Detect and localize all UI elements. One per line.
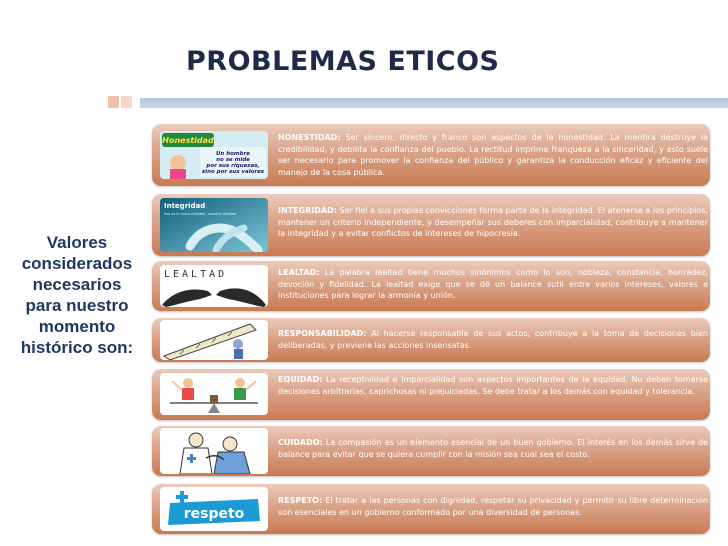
card-equidad bbox=[152, 369, 710, 420]
card-heading: LEALTAD: bbox=[278, 268, 320, 277]
card-body: El tratar a las personas con dignidad, respetar su privacidad y permitir su libre determinación son esenciales en un gobierno conformado por una diversidad de personas. bbox=[278, 496, 708, 517]
card-body: Ser sincero, directo y franco son aspectos de la honestidad. La mentira destruye la credibilidad, y debilita la confianza del pueblo. La rectitud imprime franqueza a la sinceridad, y esto suele ser necesario para promover la confianza del público y garantiza la conducción eficaz y eficiente del manejo de la cosa pública. bbox=[278, 133, 709, 177]
svg-text:por sus riquezas,: por sus riquezas, bbox=[206, 163, 260, 169]
svg-text:Un hombre: Un hombre bbox=[215, 151, 251, 157]
integridad-image bbox=[160, 198, 268, 252]
card-body: Ser fiel a sus propias convicciones forma parte de la integridad. El atenerse a los principios, mantener un criterio independiente, y desempeñar sus deberes con imparcialidad, contribuye a mantener la integridad y a evitar conflictos de intereses de hipocresía. bbox=[278, 206, 709, 239]
card-cuidado bbox=[152, 426, 710, 476]
equidad-image bbox=[160, 373, 268, 415]
honestidad-caption: Honestidad bbox=[162, 136, 214, 145]
card-body: La palabra lealtad tiene muchos sinónimos como lo son, nobleza, constancia, honradez, devoción y fidelidad. La lealtad exige que se dé un balance sutil entre varios intereses, valores e instituciones para lograr la armonía y unión. bbox=[278, 268, 709, 301]
slide-title: PROBLEMAS ETICOS bbox=[186, 46, 500, 77]
deco-bar bbox=[140, 98, 728, 108]
deco-square-2 bbox=[121, 96, 132, 108]
svg-text:no se mide: no se mide bbox=[216, 157, 250, 163]
card-responsabilidad bbox=[152, 318, 710, 362]
card-heading: RESPETO: bbox=[278, 496, 323, 505]
respeto-image bbox=[160, 487, 268, 531]
svg-text:sino por sus valores: sino por sus valores bbox=[201, 169, 265, 175]
integridad-caption: Integridad bbox=[164, 202, 206, 210]
card-body: Al hacerse responsable de sus actos, contribuye a la toma de decisiones bien deliberadas, y previene las acciones insensatas. bbox=[278, 329, 708, 350]
responsabilidad-image bbox=[160, 320, 268, 360]
lealtad-image bbox=[160, 265, 268, 307]
card-heading: CUIDADO: bbox=[278, 438, 323, 447]
card-heading: RESPONSABILIDAD: bbox=[278, 329, 367, 338]
card-heading: HONESTIDAD: bbox=[278, 133, 341, 142]
card-integridad bbox=[152, 194, 710, 256]
card-respeto bbox=[152, 484, 710, 534]
lealtad-caption: LEALTAD bbox=[164, 269, 228, 280]
deco-square-1 bbox=[108, 96, 119, 108]
card-honestidad bbox=[152, 124, 710, 186]
respeto-caption: respeto bbox=[183, 506, 245, 522]
card-lealtad bbox=[152, 261, 710, 311]
card-heading: INTEGRIDAD: bbox=[278, 206, 337, 215]
honestidad-image bbox=[160, 131, 268, 179]
integridad-subtext: Esa es la única realidad, nuestra realidad bbox=[164, 212, 237, 216]
card-body: La receptividad e imparcialidad son aspectos importantes de la equidad. No deben tomarse decisiones arbitrarias, caprichosas ni prejuiciadas. Se debe tratar a los demás con equidad y tolerancia. bbox=[278, 375, 708, 396]
card-body: La compasión es un elemento esencial de un buen gobierno. El interés en los demás sirve de balance para evitar que se quiera cumplir con la misión sea cual sea el costo. bbox=[278, 438, 708, 459]
card-heading: EQUIDAD: bbox=[278, 375, 323, 384]
side-text: Valores considerados necesarios para nuestro momento histórico son: bbox=[20, 233, 134, 357]
cuidado-image bbox=[160, 428, 268, 474]
